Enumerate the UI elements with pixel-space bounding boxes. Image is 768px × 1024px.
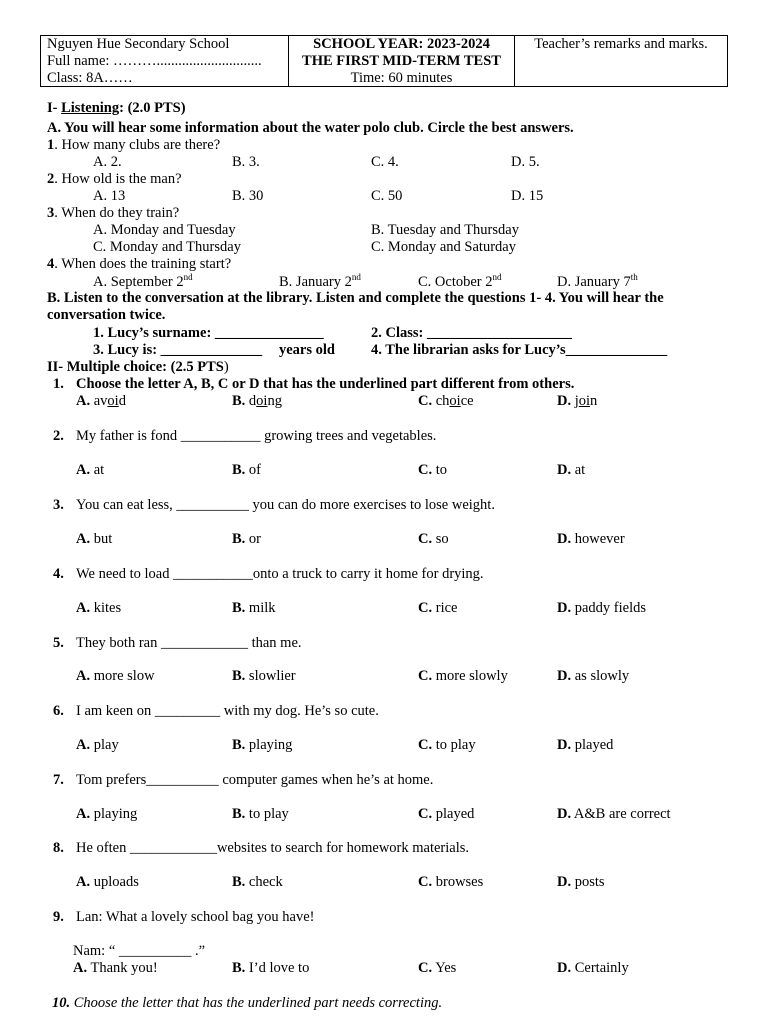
listening-q2 [47, 171, 182, 188]
option-letter: D. [557, 806, 572, 822]
section-title: II- Multiple choice: ( [47, 359, 176, 375]
fill-blank-2[interactable]: 2. Class: ____________________ [371, 325, 572, 341]
option-b[interactable] [232, 600, 276, 617]
header-table [40, 35, 728, 87]
option-a[interactable] [76, 874, 139, 891]
mc-q8-number: 8. [53, 840, 64, 856]
option-letter: C. [418, 600, 433, 616]
option-a[interactable] [93, 274, 193, 291]
school-year: SCHOOL YEAR: 2023-2024 [313, 36, 490, 52]
option-text: milk [245, 600, 276, 616]
ordinal-suffix: nd [492, 272, 502, 282]
option-b[interactable]: B. Tuesday and Thursday [371, 222, 519, 238]
option-text: playing [90, 806, 138, 822]
fill-blank-3-tail: years old [279, 342, 335, 358]
option-text: slowlier [245, 668, 296, 684]
option-letter: B. [232, 874, 246, 890]
option-letter: A. [73, 960, 88, 976]
option-c[interactable] [418, 274, 502, 291]
option-text: more slowly [432, 668, 508, 684]
option-c[interactable] [418, 462, 447, 479]
option-letter: B. [232, 462, 246, 478]
listening-q4 [47, 256, 231, 273]
ordinal-suffix: nd [183, 272, 193, 282]
option-letter: A. [76, 806, 91, 822]
underlined-part: oi [256, 393, 268, 409]
underlined-part: oi [578, 393, 591, 409]
option-letter: C. [418, 668, 433, 684]
question-number: 2 [47, 171, 55, 187]
option-text: more slow [90, 668, 155, 684]
question-number: 4 [47, 256, 55, 272]
listening-part-b: B. Listen to the conversation at the library. Listen and complete the questions 1- 4. You will hear the [47, 290, 664, 306]
option-text: A. September 2 [93, 274, 184, 290]
mc-heading [47, 359, 229, 376]
option-text: or [245, 531, 262, 547]
option-letter: A. [76, 600, 91, 616]
option-letter: D. [557, 668, 572, 684]
option-text: browses [432, 874, 484, 890]
option-c[interactable] [418, 393, 474, 410]
option-text: B. January 2 [279, 274, 352, 290]
option-text: of [245, 462, 262, 478]
option-text: kites [90, 600, 122, 616]
option-letter: D. [557, 531, 572, 547]
question-number: 10. [52, 995, 71, 1011]
question-text: . How many clubs are there? [54, 137, 221, 153]
option-letter: C. [418, 874, 433, 890]
option-text: to play [245, 806, 289, 822]
option-a[interactable] [76, 531, 112, 548]
option-a[interactable]: A. Monday and Tuesday [93, 222, 236, 238]
option-letter: D. [557, 737, 572, 753]
option-letter: D. [557, 874, 572, 890]
option-a[interactable] [76, 462, 104, 479]
option-b[interactable]: B. 30 [232, 188, 264, 204]
mc-q3-number: 3. [53, 497, 64, 513]
option-c[interactable]: C. Monday and Thursday [93, 239, 241, 255]
option-b[interactable]: B. 3. [232, 154, 260, 170]
option-d[interactable] [557, 393, 597, 410]
option-letter: B. [232, 806, 246, 822]
mc-q9-number: 9. [53, 909, 64, 925]
option-a[interactable]: A. 13 [93, 188, 126, 204]
option-text: played [571, 737, 614, 753]
option-letter: C. [418, 960, 433, 976]
option-letter: B. [232, 600, 246, 616]
full-name-field[interactable]: Full name: ………............................. [47, 53, 262, 69]
listening-part-b-cont: conversation twice. [47, 307, 166, 323]
option-letter: A. [76, 531, 91, 547]
option-a[interactable] [73, 960, 158, 977]
option-letter: B. [232, 393, 246, 409]
option-text: as slowly [571, 668, 630, 684]
option-text: check [245, 874, 283, 890]
test-time: Time: 60 minutes [350, 70, 453, 86]
word-part: d [245, 393, 257, 409]
option-text: however [571, 531, 625, 547]
mc-q2-number: 2. [53, 428, 64, 444]
question-text: . When does the training start? [54, 256, 232, 272]
option-a[interactable] [76, 600, 121, 617]
section-roman: I- [47, 100, 58, 116]
option-letter: C. [418, 737, 433, 753]
option-text: posts [571, 874, 605, 890]
option-letter: D. [557, 462, 572, 478]
option-text: so [432, 531, 449, 547]
option-b[interactable] [232, 462, 261, 479]
option-letter: D. [557, 960, 572, 976]
option-d[interactable] [557, 600, 646, 617]
listening-q3 [47, 205, 179, 222]
option-letter: C. [418, 531, 433, 547]
option-c[interactable]: C. 50 [371, 188, 403, 204]
option-c[interactable] [418, 737, 476, 754]
mc-q5-text: They both ran ____________ than me. [76, 635, 302, 651]
option-letter: A. [76, 668, 91, 684]
option-letter: A. [76, 737, 91, 753]
class-field[interactable]: Class: 8A…… [47, 70, 133, 86]
option-b[interactable] [232, 531, 261, 548]
option-d[interactable] [557, 960, 629, 977]
option-text: rice [432, 600, 458, 616]
option-c[interactable]: C. 4. [371, 154, 399, 170]
option-d[interactable] [557, 806, 671, 823]
option-text: Certainly [571, 960, 629, 976]
option-text: C. October 2 [418, 274, 493, 290]
mc-q5-number: 5. [53, 635, 64, 651]
option-d[interactable] [557, 462, 585, 479]
underlined-part: oi [449, 393, 461, 409]
option-b[interactable] [232, 737, 292, 754]
option-a[interactable] [76, 668, 155, 685]
option-letter: C. [418, 806, 433, 822]
ordinal-suffix: th [630, 272, 638, 282]
test-title: THE FIRST MID-TERM TEST [302, 53, 501, 69]
option-d[interactable]: C. Monday and Saturday [371, 239, 516, 255]
question-text: . How old is the man? [54, 171, 182, 187]
section-close: ) [223, 359, 229, 375]
option-letter: A. [76, 874, 91, 890]
fill-blank-1[interactable]: 1. Lucy’s surname: _______________ [93, 325, 324, 341]
mc-q1-text: Choose the letter A, B, C or D that has the underlined part different from others. [76, 376, 575, 392]
option-text: paddy fields [571, 600, 647, 616]
option-text: at [571, 462, 586, 478]
mc-q9-text: Lan: What a lovely school bag you have! [76, 909, 315, 925]
mc-q10 [52, 995, 442, 1012]
option-c[interactable] [418, 531, 449, 548]
option-c[interactable] [418, 806, 474, 823]
mc-q8-text: He often ____________websites to search for homework materials. [76, 840, 470, 856]
option-text: play [90, 737, 119, 753]
section-points: 2.5 PTS [175, 359, 224, 375]
option-d[interactable]: D. 15 [511, 188, 544, 204]
school-name: Nguyen Hue Secondary School [47, 36, 230, 52]
option-text: Thank you! [87, 960, 158, 976]
option-text: played [432, 806, 475, 822]
option-letter: C. [418, 393, 433, 409]
option-b[interactable] [232, 393, 282, 410]
mc-q2-text: My father is fond ___________ growing trees and vegetables. [76, 428, 437, 444]
option-letter: B. [232, 960, 246, 976]
option-letter: B. [232, 531, 246, 547]
option-letter: D. [557, 393, 572, 409]
question-text: Choose the letter that has the underlined part needs correcting. [70, 995, 443, 1011]
word-part: ch [432, 393, 450, 409]
word-part: j [571, 393, 579, 409]
ordinal-suffix: nd [351, 272, 361, 282]
option-d[interactable] [557, 668, 629, 685]
option-text: A&B are correct [571, 806, 671, 822]
option-letter: B. [232, 737, 246, 753]
option-text: at [90, 462, 105, 478]
listening-heading [47, 100, 186, 117]
mc-q4-number: 4. [53, 566, 64, 582]
option-d[interactable] [557, 874, 605, 891]
option-text: to [432, 462, 448, 478]
option-text: I’d love to [245, 960, 310, 976]
option-a[interactable] [76, 806, 137, 823]
option-b[interactable] [232, 806, 289, 823]
fill-blank-4[interactable]: 4. The librarian asks for Lucy’s______________ [371, 342, 668, 358]
question-number: 3 [47, 205, 55, 221]
option-b[interactable] [232, 668, 296, 685]
listening-q1 [47, 137, 220, 154]
option-c[interactable] [418, 668, 508, 685]
option-b[interactable] [279, 274, 361, 291]
option-text: but [90, 531, 113, 547]
mc-q3-text: You can eat less, __________ you can do more exercises to lose weight. [76, 497, 495, 513]
word-part: d [118, 393, 126, 409]
header-school-cell [41, 36, 289, 86]
remarks-label: Teacher’s remarks and marks. [534, 36, 708, 52]
header-remarks-cell [515, 36, 727, 86]
word-part: ng [267, 393, 282, 409]
section-title: Listening [61, 100, 120, 116]
option-c[interactable] [418, 960, 456, 977]
option-a[interactable] [76, 393, 126, 410]
word-part: n [590, 393, 598, 409]
option-d[interactable]: D. 5. [511, 154, 540, 170]
option-text: uploads [90, 874, 139, 890]
option-b[interactable] [232, 960, 309, 977]
option-letter: A. [76, 462, 91, 478]
option-text: to play [432, 737, 476, 753]
word-part: ce [460, 393, 474, 409]
option-letter: D. [557, 600, 572, 616]
mc-q6-number: 6. [53, 703, 64, 719]
option-c[interactable] [418, 600, 457, 617]
option-text: Yes [432, 960, 457, 976]
underlined-part: oi [107, 393, 119, 409]
header-test-cell [289, 36, 515, 86]
option-d[interactable] [557, 274, 638, 291]
mc-q1-number: 1. [53, 376, 64, 392]
question-text: . When do they train? [54, 205, 180, 221]
mc-q7-text: Tom prefers__________ computer games when he’s at home. [76, 772, 434, 788]
mc-q4-text: We need to load ___________onto a truck to carry it home for drying. [76, 566, 484, 582]
option-text: playing [245, 737, 293, 753]
option-a[interactable] [76, 737, 119, 754]
fill-blank-3[interactable]: 3. Lucy is: ______________ [93, 342, 263, 358]
word-part: av [90, 393, 108, 409]
mc-q9-reply: Nam: “ __________ .” [73, 943, 206, 959]
question-number: 1 [47, 137, 55, 153]
option-letter: C. [418, 462, 433, 478]
option-text: D. January 7 [557, 274, 631, 290]
section-points: : (2.0 PTS) [119, 100, 186, 116]
option-c[interactable] [418, 874, 483, 891]
option-a[interactable]: A. 2. [93, 154, 122, 170]
mc-q6-text: I am keen on _________ with my dog. He’s so cute. [76, 703, 379, 719]
option-d[interactable] [557, 531, 625, 548]
option-letter: A. [76, 393, 91, 409]
listening-part-a: A. You will hear some information about the water polo club. Circle the best answers. [47, 120, 574, 136]
mc-q7-number: 7. [53, 772, 64, 788]
option-b[interactable] [232, 874, 283, 891]
option-letter: B. [232, 668, 246, 684]
option-d[interactable] [557, 737, 613, 754]
